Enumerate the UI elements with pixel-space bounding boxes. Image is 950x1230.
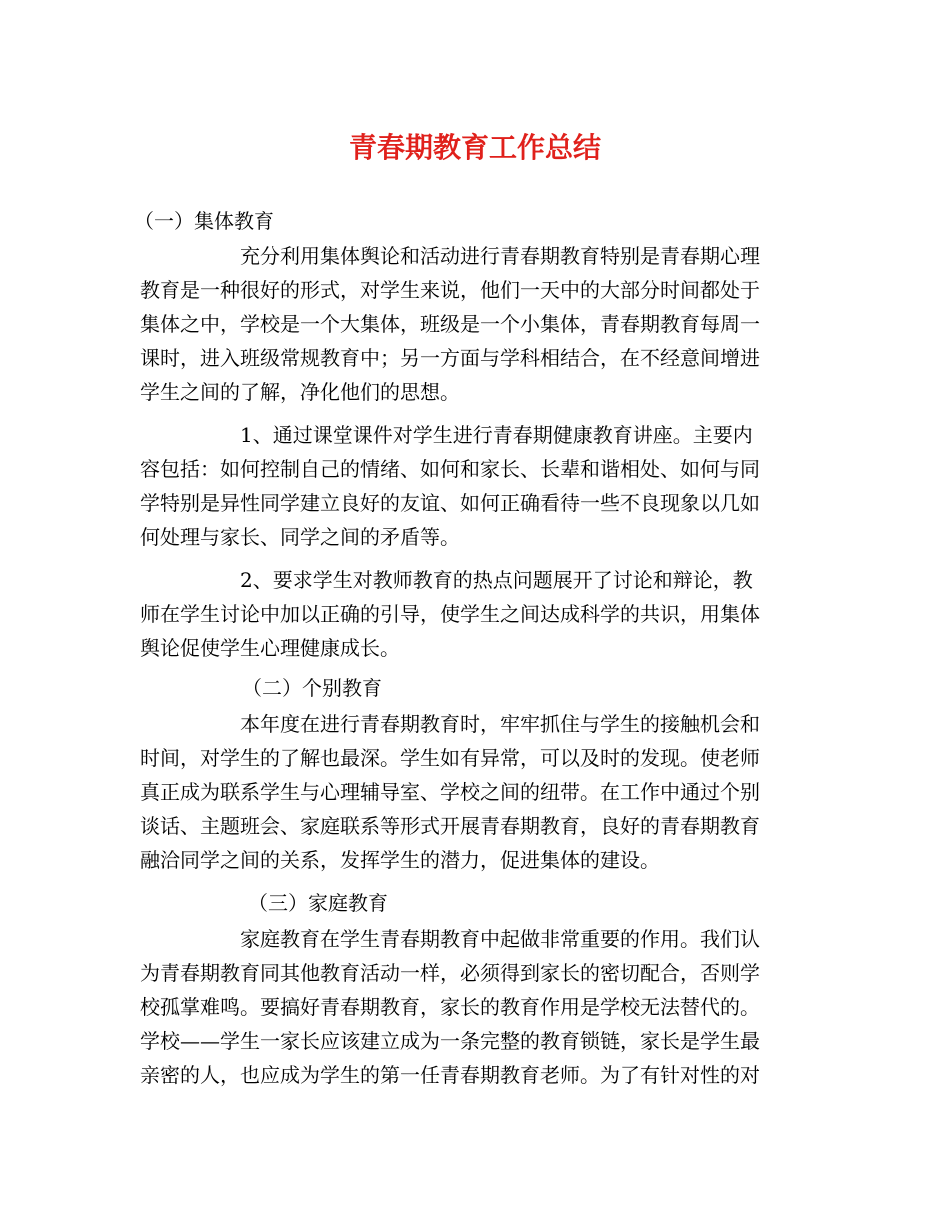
paragraph-line: 学生之间的了解，净化他们的思想。 bbox=[140, 380, 460, 404]
section-heading-individual bbox=[140, 671, 816, 705]
paragraph-line: 谈话、主题班会、家庭联系等形式开展青春期教育，良好的青春期教育 bbox=[140, 814, 760, 838]
paragraph-line: 课时，进入班级常规教育中；另一方面与学科相结合，在不经意间增进 bbox=[140, 346, 760, 370]
paragraph-line: 学特别是异性同学建立良好的友谊、如何正确看待一些不良现象以几如 bbox=[140, 491, 760, 515]
paragraph-line: 本年度在进行青春期教育时，牢牢抓住与学生的接触机会和 bbox=[240, 712, 760, 736]
list-item-1 bbox=[140, 418, 816, 554]
paragraph-line: 真正成为联系学生与心理辅导室、学校之间的纽带。在工作中通过个别 bbox=[140, 780, 760, 804]
section-heading-text: （一）集体教育 bbox=[134, 209, 274, 233]
list-item-2 bbox=[140, 563, 816, 665]
paragraph-line: 校孤掌难鸣。要搞好青春期教育，家长的教育作用是学校无法替代的。 bbox=[140, 995, 760, 1019]
section-heading-text: （二）个别教育 bbox=[242, 676, 382, 700]
paragraph-line: 容包括：如何控制自己的情绪、如何和家长、长辈和谐相处、如何与同 bbox=[140, 457, 760, 481]
paragraph-line: 时间，对学生的了解也最深。学生如有异常，可以及时的发现。使老师 bbox=[140, 746, 760, 770]
paragraph-line: 学校——学生一家长应该建立成为一条完整的教育锁链，家长是学生最 bbox=[140, 1029, 760, 1053]
section-heading-family bbox=[140, 886, 816, 920]
paragraph-line: 亲密的人，也应成为学生的第一任青春期教育老师。为了有针对性的对 bbox=[140, 1063, 760, 1087]
paragraph-line: 充分利用集体舆论和活动进行青春期教育特别是青春期心理 bbox=[240, 244, 760, 268]
paragraph-collective-education bbox=[140, 239, 816, 409]
paragraph-line: 舆论促使学生心理健康成长。 bbox=[140, 636, 400, 660]
paragraph-line: 集体之中，学校是一个大集体，班级是一个小集体，青春期教育每周一 bbox=[140, 312, 760, 336]
paragraph-line: 为青春期教育同其他教育活动一样，必须得到家长的密切配合，否则学 bbox=[140, 961, 760, 985]
document-title: 青春期教育工作总结 bbox=[348, 131, 601, 164]
paragraph-line: 教育是一种很好的形式，对学生来说，他们一天中的大部分时间都处于 bbox=[140, 278, 760, 302]
paragraph-line: 何处理与家长、同学之间的矛盾等。 bbox=[140, 525, 460, 549]
paragraph-line: 师在学生讨论中加以正确的引导，使学生之间达成科学的共识，用集体 bbox=[140, 602, 760, 626]
section-heading-collective bbox=[134, 204, 816, 238]
paragraph-line: 融洽同学之间的关系，发挥学生的潜力，促进集体的建设。 bbox=[140, 848, 660, 872]
paragraph-line: 2、要求学生对教师教育的热点问题展开了讨论和辩论，教 bbox=[240, 568, 753, 592]
paragraph-family-education bbox=[140, 922, 816, 1092]
section-heading-text: （三）家庭教育 bbox=[248, 891, 388, 915]
paragraph-individual-education bbox=[140, 707, 816, 877]
paragraph-line: 1、通过课堂课件对学生进行青春期健康教育讲座。主要内 bbox=[240, 423, 753, 447]
paragraph-line: 家庭教育在学生青春期教育中起做非常重要的作用。我们认 bbox=[240, 927, 760, 951]
